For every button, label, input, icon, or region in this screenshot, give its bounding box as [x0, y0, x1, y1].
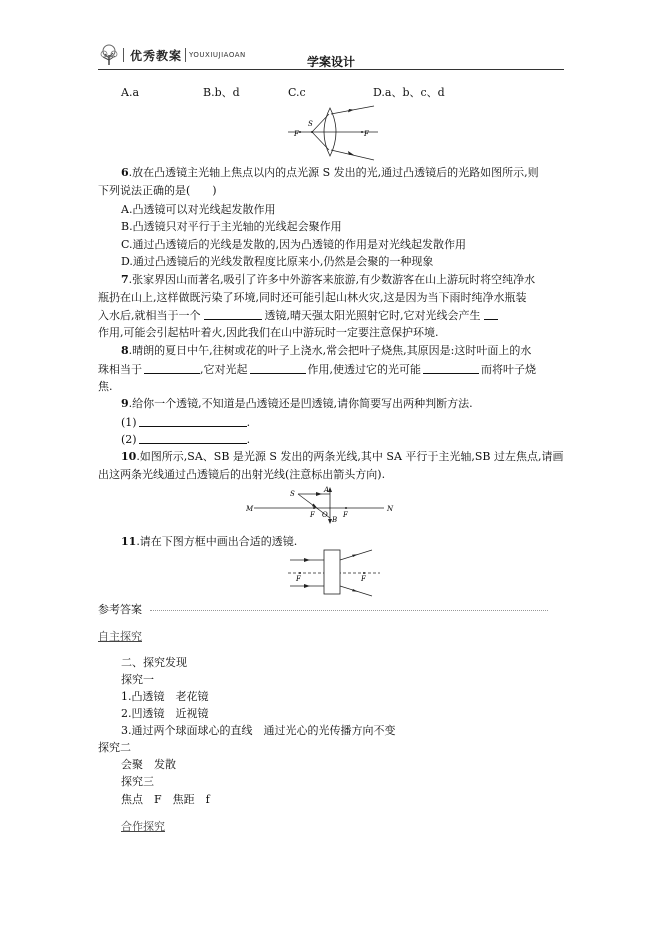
section-cooperative-study: 合作探究	[121, 820, 165, 833]
label-f-right: F	[364, 130, 369, 138]
inquiry-3: 探究三	[121, 775, 154, 788]
q5-option-d: D.a、b、c、d	[373, 86, 445, 99]
q11-number: 11	[121, 535, 137, 548]
label-s: S	[290, 490, 295, 498]
q10-line1	[121, 450, 564, 464]
label-s: S	[308, 120, 313, 128]
q9-item-1	[121, 415, 250, 430]
label-n: N	[387, 505, 394, 513]
q9-stem	[121, 397, 473, 411]
q8-text2b: ,它对光起	[200, 363, 248, 376]
q7-text3a: 入水后,就相当于一个	[98, 309, 201, 322]
q6-option-c: C.通过凸透镜后的光线是发散的,因为凸透镜的作用是对光线起发散作用	[121, 238, 467, 251]
section-self-study: 自主探究	[98, 630, 142, 643]
q8-text1: .晴朗的夏日中午,往树或花的叶子上浇水,常会把叶子烧焦,其原因是:这时叶面上的水	[128, 344, 532, 357]
q8-blank-3[interactable]	[423, 362, 479, 374]
q7-blank-2[interactable]	[484, 308, 498, 320]
logo-separator	[185, 48, 186, 62]
q8-text2c: 作用,使透过它的光可能	[307, 363, 421, 376]
q6-number: 6	[121, 166, 129, 179]
q6-option-d: D.通过凸透镜后的光线发散程度比原来小,仍然是会聚的一种现象	[121, 255, 434, 268]
q8-line2	[98, 362, 536, 377]
label-f-right: F	[343, 511, 348, 519]
logo-text: 优秀教案	[130, 48, 183, 63]
q8-blank-2[interactable]	[250, 362, 306, 374]
q9-number: 9	[121, 397, 129, 410]
label-m: M	[246, 505, 254, 513]
q8-text2d: 而将叶子烧	[481, 363, 536, 376]
answers-divider	[150, 610, 548, 611]
q7-line2: 瓶扔在山上,这样做既污染了环境,同时还可能引起山林火灾,这是因为当下雨时纯净水瓶装	[98, 291, 527, 304]
q11-text: .请在下图方框中画出合适的透镜.	[136, 535, 298, 548]
answer-5: 焦点 F 焦距 f	[121, 793, 210, 806]
q9-item-2	[121, 432, 250, 447]
q8-line3: 焦.	[98, 380, 113, 393]
q10-number: 10	[121, 450, 137, 463]
q9-item-1-end: .	[246, 416, 251, 429]
q6-option-b: B.凸透镜只对平行于主光轴的光线起会聚作用	[121, 220, 342, 233]
q11-box-figure	[284, 548, 384, 598]
q8-text2a: 珠相当于	[98, 363, 142, 376]
header-logo	[98, 44, 246, 66]
label-f-left: F	[294, 130, 299, 138]
header-divider	[98, 69, 564, 70]
inquiry-2: 探究二	[98, 741, 131, 754]
q7-line1	[121, 273, 535, 287]
q6-stem-line1	[121, 166, 539, 180]
q7-line3	[98, 308, 498, 323]
q7-blank-1[interactable]	[204, 308, 262, 320]
ray-lower	[331, 150, 374, 160]
q5-option-a: A.a	[121, 86, 139, 99]
q9-answer-2[interactable]	[139, 432, 247, 444]
q8-line1	[121, 344, 531, 358]
q6-stem-text: .放在凸透镜主光轴上焦点以内的点光源 S 发出的光,通过凸透镜后的光路如图所示,则	[128, 166, 539, 179]
q9-item-2-label: (2)	[121, 433, 137, 446]
q8-blank-1[interactable]	[144, 362, 200, 374]
answers-part-2: 二、探究发现	[121, 656, 187, 669]
q9-answer-1[interactable]	[139, 415, 247, 427]
q9-text: .给你一个透镜,不知道是凸透镜还是凹透镜,请你简要写出两种判断方法.	[128, 397, 473, 410]
q10-lens-figure	[246, 484, 396, 524]
q7-text3b: 透镜,晴天强太阳光照射它时,它对光线会产生	[264, 309, 481, 322]
q7-text1: .张家界因山而著名,吸引了许多中外游客来旅游,有少数游客在山上游玩时将空纯净水	[128, 273, 536, 286]
q6-lens-figure	[282, 104, 382, 164]
q5-option-c: C.c	[288, 86, 306, 99]
q6-stem-line2: 下列说法正确的是( )	[98, 184, 217, 197]
answer-4: 会聚 发散	[121, 758, 176, 771]
q10-line2: 出这两条光线通过凸透镜后的出射光线(注意标出箭头方向).	[98, 468, 386, 481]
answer-2: 2.凹透镜 近视镜	[121, 707, 209, 720]
logo-en: YOUXIUJIAOAN	[189, 51, 246, 59]
answer-1: 1.凸透镜 老花镜	[121, 690, 209, 703]
label-a: A	[324, 486, 330, 494]
answer-3: 3.通过两个球面球心的直线 通过光心的光传播方向不变	[121, 724, 396, 737]
inquiry-1: 探究一	[121, 673, 154, 686]
tree-logo-icon	[98, 44, 120, 66]
q8-number: 8	[121, 344, 129, 357]
q6-option-a: A.凸透镜可以对光线起发散作用	[121, 203, 276, 216]
q10-text1: .如图所示,SA、SB 是光源 S 发出的两条光线,其中 SA 平行于主光轴,SB 过左焦点,请画	[136, 450, 564, 463]
q11-stem	[121, 535, 297, 549]
answer-box[interactable]	[324, 550, 340, 594]
q9-item-2-end: .	[246, 433, 251, 446]
label-o: O	[322, 511, 328, 519]
page-title: 学案设计	[307, 55, 356, 69]
label-f-right: F	[361, 575, 366, 583]
q9-item-1-label: (1)	[121, 416, 137, 429]
label-b: B	[332, 516, 338, 524]
label-f-left: F	[310, 511, 315, 519]
answers-title: 参考答案	[98, 603, 142, 616]
q7-line4: 作用,可能会引起枯叶着火,因此我们在山中游玩时一定要注意保护环境.	[98, 326, 439, 339]
q7-number: 7	[121, 273, 129, 286]
logo-separator	[123, 48, 124, 62]
label-f-left: F	[296, 575, 301, 583]
q5-option-b: B.b、d	[203, 86, 240, 99]
